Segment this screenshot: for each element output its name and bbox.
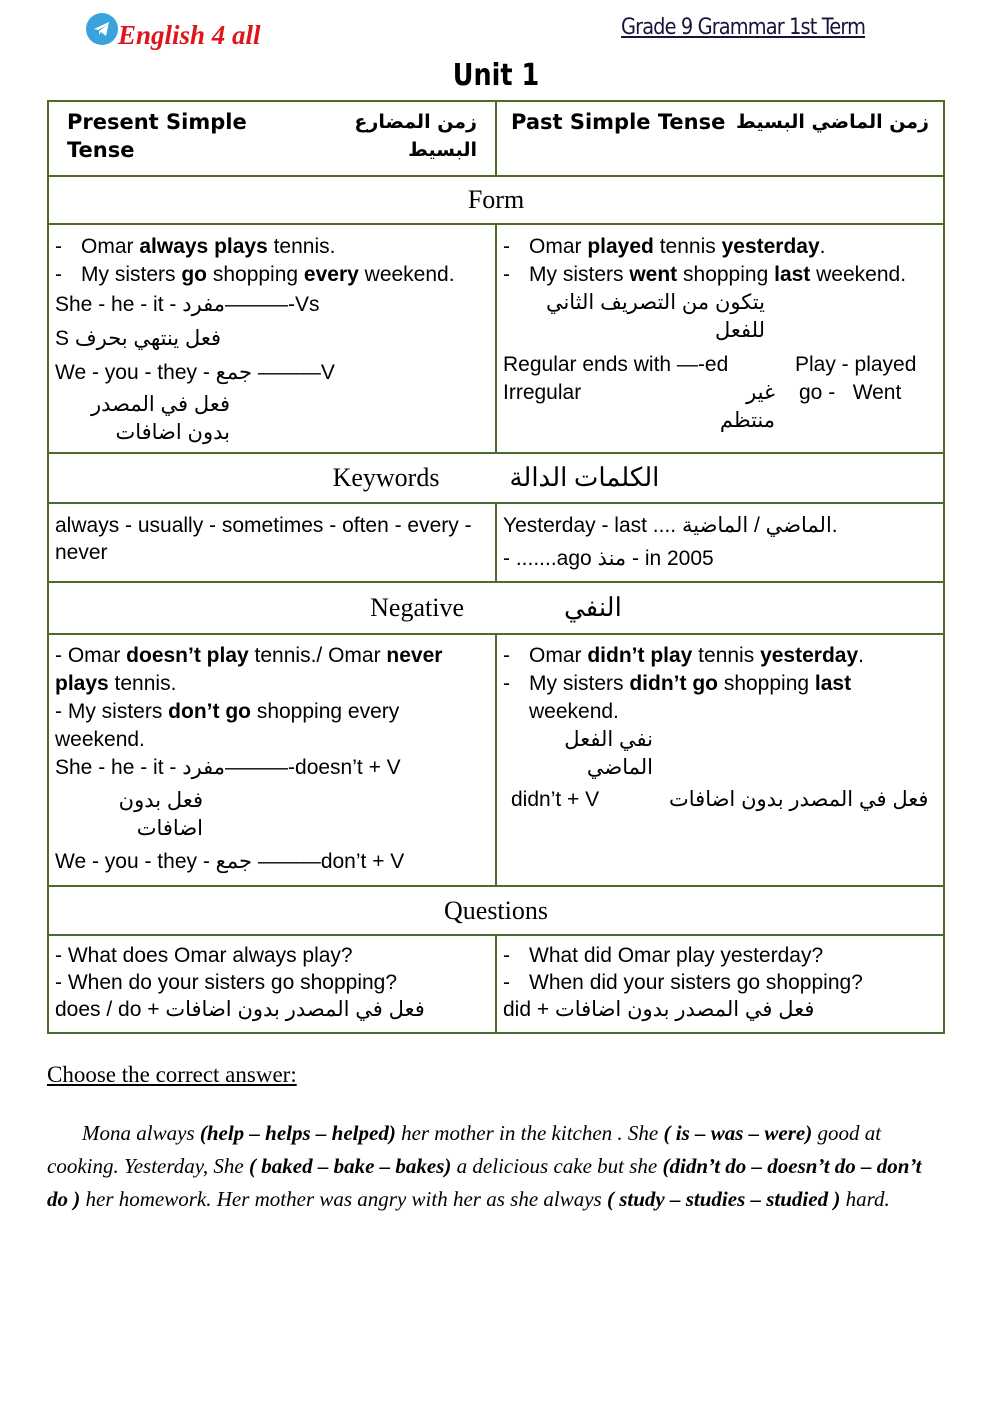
text: a delicious cake but she <box>451 1154 663 1178</box>
regular-example: Play - played <box>795 353 917 376</box>
bullet-dash: - <box>503 235 510 258</box>
question-line: - When did your sisters go shopping? <box>503 971 863 994</box>
rule-line: We - you - they - جمع ———don’t + V <box>55 850 405 873</box>
rule-formula: didn’t + V <box>511 788 600 811</box>
example-sentence <box>503 670 937 726</box>
text: My sisters <box>81 263 182 286</box>
bold-text: always plays <box>139 235 268 258</box>
form-present-examples <box>55 233 489 289</box>
question-rule: did + فعل في المصدر بدون اضافات <box>503 998 815 1021</box>
text: Omar <box>81 235 140 258</box>
bold-text: doesn’t play <box>126 644 249 667</box>
irregular-example: go - Went <box>799 381 902 404</box>
sentence-text <box>529 233 826 261</box>
rule-ar: فعل في المصدر بدون اضافات <box>669 788 929 811</box>
text: tennis. <box>267 235 336 258</box>
text: - Omar <box>55 644 127 667</box>
keywords-present-cell <box>48 503 496 582</box>
question-rule: does / do + فعل في المصدر بدون اضافات <box>55 998 425 1021</box>
example-sentence <box>503 642 937 670</box>
bold-text: yesterday <box>760 644 859 667</box>
text: Mona always <box>82 1121 200 1145</box>
present-title-ar: زمن المضارع البسيط <box>354 111 477 161</box>
keywords-past-line: Yesterday - last .... الماضي / الماضية. <box>503 514 838 537</box>
bold-text: ( is – was – were) <box>663 1121 813 1145</box>
keywords-past-line: - .......ago منذ - in 2005 <box>503 547 714 570</box>
bold-text: ( baked – bake – bakes) <box>249 1154 452 1178</box>
telegram-icon <box>86 13 118 45</box>
keywords-label: Keywords <box>332 463 440 492</box>
rule-line: فعل بدون اضافات <box>118 789 203 840</box>
negative-past-examples <box>503 642 937 726</box>
irregular-label-ar: غير منتظم <box>719 381 775 432</box>
bold-text: (help – helps – helped) <box>199 1121 396 1145</box>
text: Omar <box>529 235 588 258</box>
text: tennis. <box>108 672 177 695</box>
text: tennis <box>653 235 722 258</box>
exercise-title: Choose the correct answer: <box>47 1062 297 1087</box>
bold-text: last <box>774 263 811 286</box>
text: hard. <box>840 1187 890 1211</box>
bold-text: (didn’t do – doesn’t do – don’t do ) <box>47 1154 922 1211</box>
irregular-label: Irregular <box>503 381 582 404</box>
sentence-text <box>529 642 864 670</box>
bullet-dash: - <box>503 263 510 286</box>
bold-text: didn’t play <box>587 644 693 667</box>
form-label: Form <box>467 185 525 214</box>
keywords-past-cell <box>496 503 944 582</box>
bullet-dash: - <box>503 644 510 667</box>
bold-text: didn’t go <box>629 672 718 695</box>
form-present-cell <box>48 224 496 453</box>
rule-line: S فعل ينتهي بحرف <box>55 327 222 350</box>
example-sentence <box>55 698 489 754</box>
text: tennis./ Omar <box>248 644 387 667</box>
bold-text: never plays <box>55 644 443 695</box>
text: shopping <box>717 672 815 695</box>
example-sentence <box>503 261 937 289</box>
text: . <box>819 235 826 258</box>
keywords-section-header <box>48 453 944 503</box>
sentence-text <box>81 261 455 289</box>
bullet-dash: - <box>55 263 62 286</box>
text: shopping <box>677 263 775 286</box>
rule-line: فعل في المصدر بدون اضافات <box>90 393 230 444</box>
exercise-paragraph <box>47 1117 947 1216</box>
present-title: Present Simple Tense <box>67 110 247 162</box>
text: tennis <box>692 644 761 667</box>
bold-text: went <box>629 263 678 286</box>
text: shopping <box>207 263 304 286</box>
negative-past-cell <box>496 634 944 886</box>
question-text: What did Omar play yesterday? <box>529 944 824 967</box>
rule-line: She - he - it - مفرد———-doesn’t + V <box>55 756 401 779</box>
text: good at cooking. Yesterday, She <box>47 1121 882 1178</box>
sentence-text <box>529 670 937 726</box>
sentence-text <box>81 233 335 261</box>
keywords-label-ar: الكلمات الدالة <box>509 463 660 492</box>
text: her homework. Her mother was angry with her as she always <box>80 1187 607 1211</box>
example-sentence <box>55 261 489 289</box>
text: shopping every weekend. <box>55 700 400 751</box>
rule-line: She - he - it - مفرد———-Vs <box>55 293 320 316</box>
keywords-present: always - usually - sometimes - often - every - never <box>55 514 472 564</box>
past-title: Past Simple Tense <box>511 110 726 134</box>
text: . <box>858 644 864 667</box>
text: My sisters <box>529 263 630 286</box>
sentence-text <box>529 261 906 289</box>
rule-line: We - you - they - جمع ———V <box>55 361 335 384</box>
question-line: - What does Omar always play? <box>55 944 353 967</box>
text: weekend. <box>529 700 619 723</box>
document-title: Grade 9 Grammar 1st Term <box>621 15 866 40</box>
text: My sisters <box>529 672 630 695</box>
question-text: When did your sisters go shopping? <box>529 971 863 994</box>
bold-text: go <box>181 263 207 286</box>
form-past-examples <box>503 233 937 289</box>
brand-logo <box>86 6 261 51</box>
text: her mother in the kitchen . She <box>395 1121 664 1145</box>
question-line: - What did Omar play yesterday? <box>503 944 824 967</box>
bold-text: every <box>303 263 359 286</box>
bold-text: don’t go <box>168 700 251 723</box>
bold-text: ( study – studies – studied ) <box>606 1187 841 1211</box>
negative-label-ar: النفي <box>564 593 622 622</box>
negative-present-examples <box>55 642 489 754</box>
bold-text: last <box>814 672 852 695</box>
form-section-header <box>48 176 944 224</box>
questions-present-cell <box>48 935 496 1033</box>
brand-name: English 4 all <box>118 20 261 50</box>
text: Omar <box>529 644 588 667</box>
negative-past-rule <box>503 786 937 814</box>
past-header <box>496 101 944 176</box>
regular-line <box>503 351 937 379</box>
negative-present-cell <box>48 634 496 886</box>
regular-label: Regular ends with —-ed <box>503 353 729 376</box>
form-past-note: يتكون من التصريف الثاني للفعل <box>545 291 765 342</box>
example-sentence <box>503 233 937 261</box>
questions-past-cell <box>496 935 944 1033</box>
text: weekend. <box>810 263 907 286</box>
bold-text: played <box>587 235 654 258</box>
negative-label: Negative <box>370 593 464 622</box>
irregular-line <box>503 379 937 435</box>
past-title-ar: زمن الماضي البسيط <box>736 111 929 133</box>
questions-label: Questions <box>444 895 548 925</box>
form-past-cell <box>496 224 944 453</box>
unit-heading: Unit 1 <box>452 58 540 93</box>
text: weekend. <box>358 263 455 286</box>
questions-section-header <box>48 886 944 935</box>
question-line: - When do your sisters go shopping? <box>55 971 398 994</box>
negative-section-header <box>48 582 944 634</box>
negative-past-note: نفي الفعل الماضي <box>564 728 653 779</box>
text: - My sisters <box>55 700 169 723</box>
bullet-dash: - <box>55 235 62 258</box>
example-sentence <box>55 642 489 698</box>
bold-text: yesterday <box>721 235 820 258</box>
present-header <box>48 101 496 176</box>
grammar-table <box>47 100 945 1034</box>
bullet-dash: - <box>503 672 510 695</box>
example-sentence <box>55 233 489 261</box>
